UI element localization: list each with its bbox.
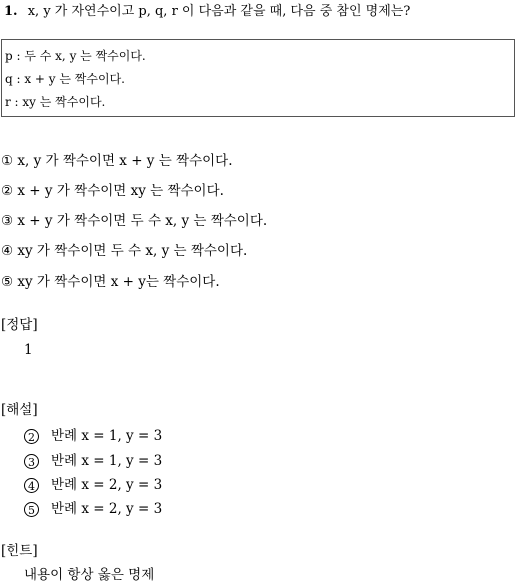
- circled-number: 5: [24, 502, 39, 517]
- circled-number: 3: [24, 454, 39, 469]
- explanation-item: [24, 454, 162, 469]
- option-5: ⑤ xy 가 짝수이면 x + y는 짝수이다.: [1, 274, 220, 290]
- explanation-item: [24, 429, 162, 444]
- condition-p: p : 두 수 x, y 는 짝수이다.: [5, 49, 146, 63]
- circled-number: 2: [24, 429, 39, 444]
- question-line: [4, 5, 410, 18]
- explanation-item: [24, 502, 162, 517]
- condition-q: q : x + y 는 짝수이다.: [5, 72, 125, 86]
- conditions-box: [1, 39, 515, 117]
- question-text: x, y 가 자연수이고 p, q, r 이 다음과 같을 때, 다음 중 참인 명제는?: [27, 4, 411, 19]
- option-3: ③ x + y 가 짝수이면 두 수 x, y 는 짝수이다.: [1, 213, 268, 229]
- answer-label: [정답]: [1, 317, 38, 333]
- explanation-label: [해설]: [1, 402, 38, 418]
- answer-value: 1: [24, 342, 33, 358]
- question-number: 1.: [4, 4, 18, 19]
- hint-text: 내용이 항상 옳은 명제: [24, 567, 155, 583]
- explanation-text: 반례 x = 1, y = 3: [51, 453, 163, 469]
- option-1: ① x, y 가 짝수이면 x + y 는 짝수이다.: [1, 153, 233, 169]
- option-2: ② x + y 가 짝수이면 xy 는 짝수이다.: [1, 183, 224, 199]
- explanation-text: 반례 x = 2, y = 3: [51, 477, 163, 493]
- hint-label: [힌트]: [1, 543, 38, 559]
- option-4: ④ xy 가 짝수이면 두 수 x, y 는 짝수이다.: [1, 243, 248, 259]
- explanation-item: [24, 478, 162, 493]
- explanation-text: 반례 x = 1, y = 3: [51, 428, 163, 444]
- circled-number: 4: [24, 478, 39, 493]
- explanation-text: 반례 x = 2, y = 3: [51, 501, 163, 517]
- condition-r: r : xy 는 짝수이다.: [5, 95, 106, 109]
